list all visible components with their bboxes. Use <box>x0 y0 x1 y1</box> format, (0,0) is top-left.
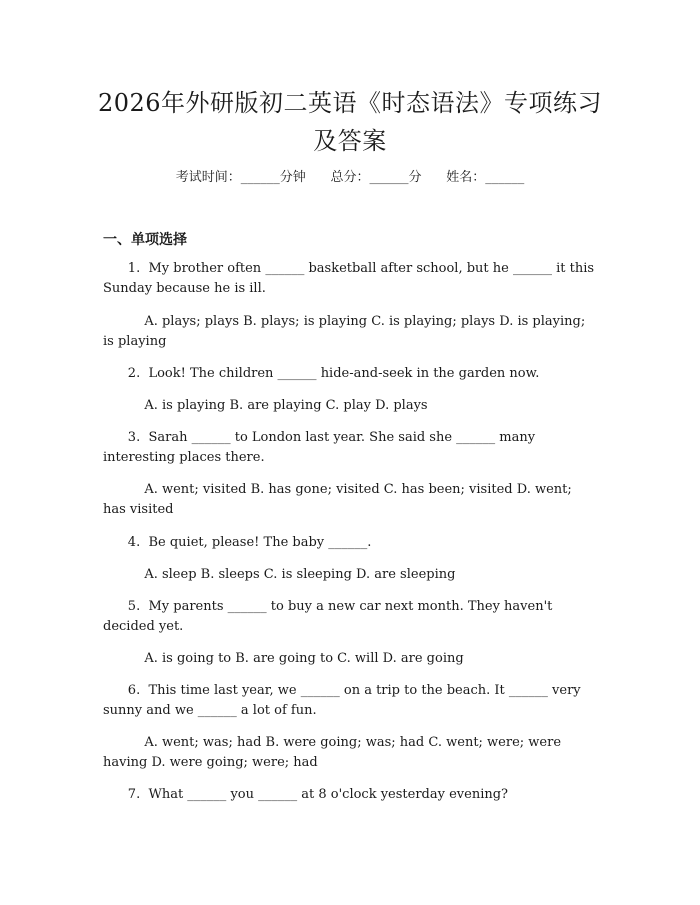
question-5-stem: 5. My parents ______ to buy a new car next month. They haven't decided yet. <box>103 599 557 634</box>
question-5-options: A. is going to B. are going to C. will D. are going <box>103 651 464 666</box>
question-2-options: A. is playing B. are playing C. play D. plays <box>103 398 428 413</box>
question-6-options: A. went; was; had B. were going; was; had C. went; were; were having D. were going; were; had <box>103 735 566 770</box>
page-title: 2026年外研版初二英语《时态语法》专项练习及答案 <box>97 89 603 155</box>
exam-info-line: 考试时间：______分钟 总分：______分 姓名：______ <box>175 170 525 185</box>
question-4-stem: 4. Be quiet, please! The baby ______. <box>103 535 372 550</box>
question-4-options: A. sleep B. sleeps C. is sleeping D. are sleeping <box>103 567 456 582</box>
question-7-stem: 7. What ______ you ______ at 8 o'clock yesterday evening? <box>103 787 509 802</box>
question-3-stem: 3. Sarah ______ to London last year. She said she ______ many interesting places there. <box>103 430 540 465</box>
section-heading: 一、单项选择 <box>103 232 187 248</box>
question-1-stem: 1. My brother often ______ basketball after school, but he ______ it this Sunday because he is ill. <box>103 261 599 296</box>
question-1-options: A. plays; plays B. plays; is playing C. is playing; plays D. is playing; is playing <box>103 314 590 349</box>
question-6-stem: 6. This time last year, we ______ on a trip to the beach. It ______ very sunny and we ______ a lot of fun. <box>103 683 585 718</box>
question-3-options: A. went; visited B. has gone; visited C. has been; visited D. went; has visited <box>103 482 576 517</box>
question-2-stem: 2. Look! The children ______ hide-and-seek in the garden now. <box>103 366 540 381</box>
